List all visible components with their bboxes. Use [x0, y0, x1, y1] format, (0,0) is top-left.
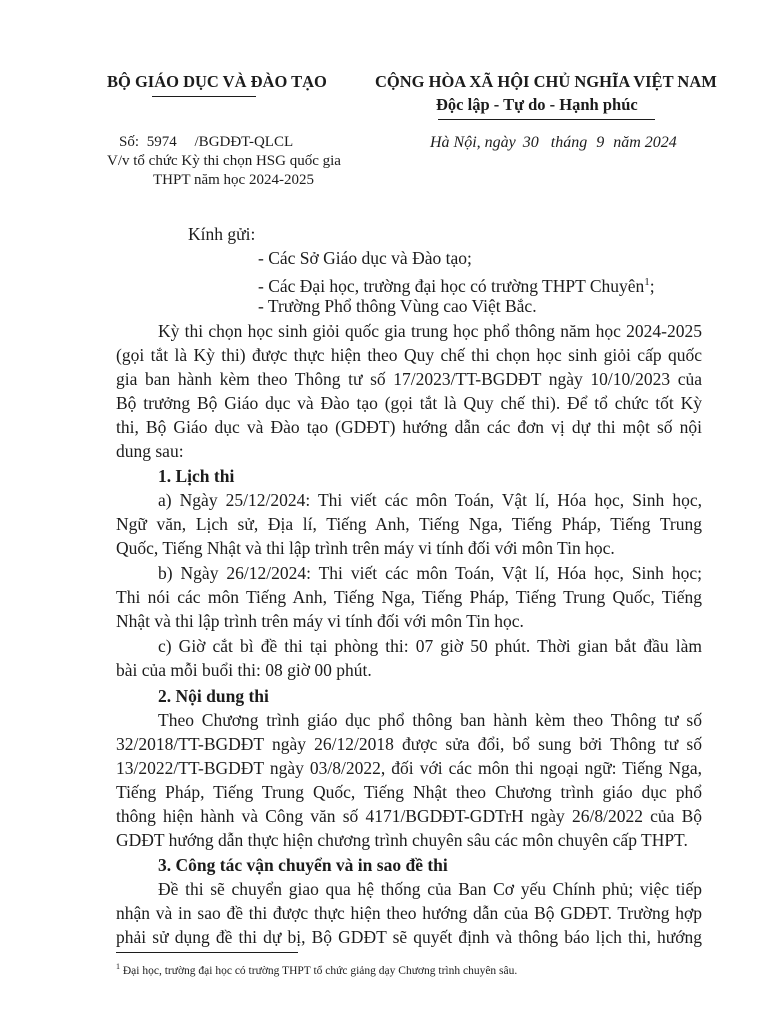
ministry-underline	[152, 96, 256, 97]
motto-underline	[438, 119, 655, 120]
section-1c-line: bài của mỗi buổi thi: 08 giờ 00 phút.	[116, 660, 372, 680]
date-month-label: tháng	[550, 134, 588, 151]
intro-line: (gọi tắt là Kỳ thi) được thực hiện theo Quy chế thi chọn học sinh giỏi cấp quốc	[116, 345, 702, 365]
section-1b-line: Thi nói các môn Tiếng Anh, Tiếng Nga, Tiếng Pháp, Tiếng Trung Quốc, Tiếng	[116, 587, 702, 607]
section-3-line: Đề thi sẽ chuyển giao qua hệ thống của Ban Cơ yếu Chính phủ; việc tiếp	[158, 879, 702, 899]
recipient-3: - Trường Phổ thông Vùng cao Việt Bắc.	[258, 296, 537, 316]
date-day: 30	[522, 134, 539, 151]
footnote-text: Đại học, trường đại học có trường THPT tổ chức giảng dạy Chương trình chuyên sâu.	[122, 964, 518, 977]
section-2-line: thông hiện hành và Công văn số 4171/BGDĐT-GDTrH ngày 26/8/2022 của Bộ	[116, 806, 702, 826]
section-2-line: 13/2022/TT-BGDĐT ngày 03/8/2022, đối với các môn thi ngoại ngữ: Tiếng Nga,	[116, 758, 702, 778]
footnote	[116, 962, 517, 977]
issue-date	[430, 134, 677, 152]
subject-line-1: V/v tổ chức Kỳ thi chọn HSG quốc gia	[107, 153, 341, 169]
section-1a-line: Ngữ văn, Lịch sử, Địa lí, Tiếng Anh, Tiếng Nga, Tiếng Pháp, Tiếng Trung	[116, 514, 702, 534]
recipient-1: - Các Sở Giáo dục và Đào tạo;	[258, 248, 472, 268]
subject-line-2: THPT năm học 2024-2025	[153, 172, 314, 188]
section-1b-line: Nhật và thi lập trình trên máy vi tính đối với môn Tin học.	[116, 611, 524, 631]
doc-number-suffix: /BGDĐT-QLCL	[194, 134, 294, 150]
footnote-divider	[116, 952, 298, 953]
document-number	[119, 134, 293, 151]
section-1b-line: b) Ngày 26/12/2024: Thi viết các môn Toán, Vật lí, Hóa học, Sinh học;	[158, 563, 702, 583]
ministry-name: BỘ GIÁO DỤC VÀ ĐÀO TẠO	[107, 72, 327, 91]
section-1-heading: 1. Lịch thi	[158, 466, 235, 486]
intro-line: Bộ trưởng Bộ Giáo dục và Đào tạo (gọi tắt là Quy chế thi). Để tổ chức tốt Kỳ	[116, 393, 702, 413]
national-motto: Độc lập - Tự do - Hạnh phúc	[436, 95, 638, 114]
doc-number-label: Số:	[119, 134, 140, 150]
intro-line: Kỳ thi chọn học sinh giỏi quốc gia trung học phổ thông năm học 2024-2025	[158, 321, 702, 341]
greeting: Kính gửi:	[188, 224, 256, 244]
section-2-line: GDĐT hướng dẫn thực hiện chương trình chuyên sâu các môn chuyên cấp THPT.	[116, 830, 688, 850]
section-3-line: phải sử dụng đề thi dự bị, Bộ GDĐT sẽ quyết định và thông báo lịch thi, hướng	[116, 927, 702, 947]
date-prefix: Hà Nội, ngày	[430, 134, 516, 151]
recipient-2: - Các Đại học, trường đại học có trường THPT Chuyên$^1$;	[258, 275, 655, 296]
section-1c-line: c) Giờ cắt bì đề thi tại phòng thi: 07 giờ 50 phút. Thời gian bắt đầu làm	[158, 636, 702, 656]
date-month: 9	[596, 134, 605, 151]
doc-number-value: 5974	[146, 134, 177, 150]
intro-line: thi, Bộ Giáo dục và Đào tạo (GDĐT) hướng dẫn các đơn vị dự thi một số nội	[116, 417, 702, 437]
intro-line: gia ban hành kèm theo Thông tư số 17/2023/TT-BGDĐT ngày 10/10/2023 của	[116, 369, 702, 389]
section-3-heading: 3. Công tác vận chuyển và in sao đề thi	[158, 855, 448, 875]
footnote-ref: 1	[644, 276, 650, 288]
section-3-line: nhận và in sao đề thi được thực hiện theo hướng dẫn của Bộ GDĐT. Trường hợp	[116, 903, 702, 923]
country-name: CỘNG HÒA XÃ HỘI CHỦ NGHĨA VIỆT NAM	[375, 72, 717, 91]
section-2-line: Theo Chương trình giáo dục phổ thông ban hành kèm theo Thông tư số	[158, 710, 702, 730]
intro-line: dung sau:	[116, 441, 184, 461]
section-2-line: 32/2018/TT-BGDĐT ngày 26/12/2018 được sửa đổi, bổ sung bởi Thông tư số	[116, 734, 702, 754]
section-1a-line: Quốc, Tiếng Nhật và thi lập trình trên máy vi tính đối với môn Tin học.	[116, 538, 615, 558]
section-2-line: Tiếng Pháp, Tiếng Trung Quốc, Tiếng Nhật theo Chương trình giáo dục phổ	[116, 782, 702, 802]
section-2-heading: 2. Nội dung thi	[158, 686, 269, 706]
date-year: năm 2024	[613, 134, 677, 151]
footnote-mark: 1	[116, 962, 120, 971]
section-1a-line: a) Ngày 25/12/2024: Thi viết các môn Toán, Vật lí, Hóa học, Sinh học,	[158, 490, 702, 510]
